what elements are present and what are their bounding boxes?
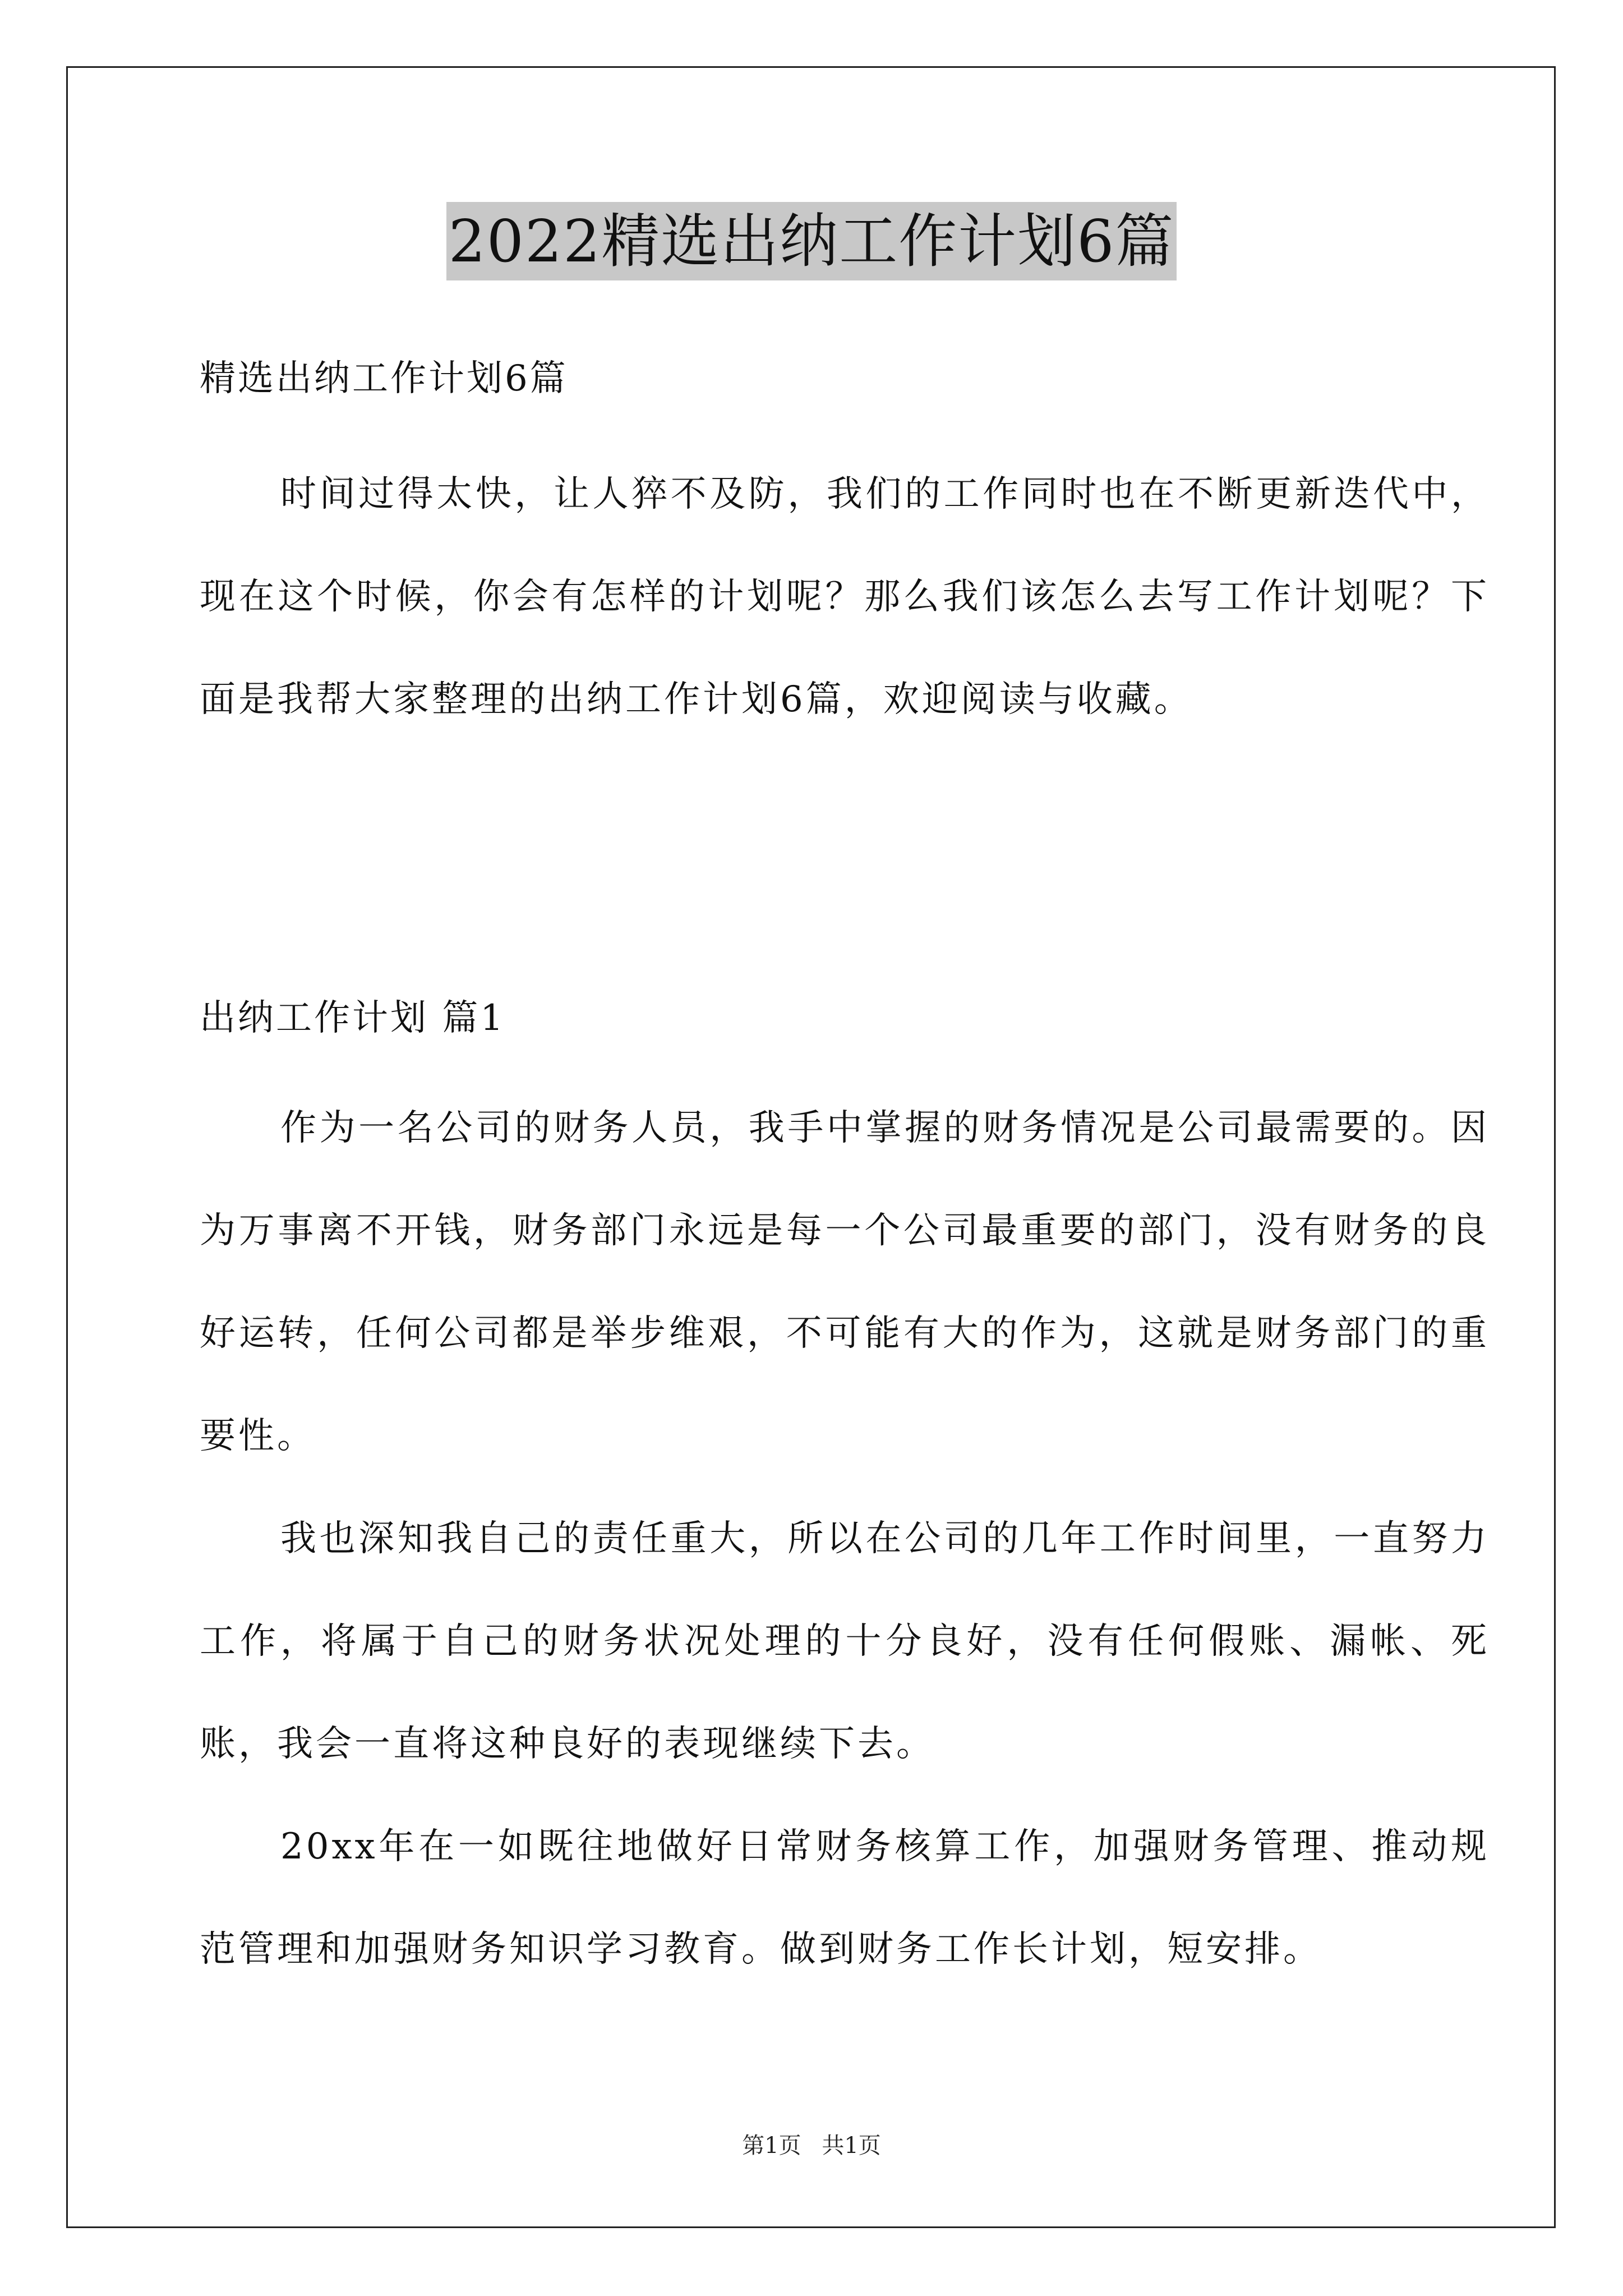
section-paragraph: 20xx年在一如既往地做好日常财务核算工作，加强财务管理、推动规范管理和加强财务知识学习教育。做到财务工作长计划，短安排。 — [200, 1826, 1490, 1970]
section-heading: 出纳工作计划 篇1 — [200, 997, 506, 1039]
page-total: 共1页 — [822, 2133, 881, 2159]
title-container — [0, 202, 1623, 280]
intro-paragraph: 时间过得太快，让人猝不及防，我们的工作同时也在不断更新迭代中，现在这个时候，你会有怎样的计划呢？那么我们该怎么去写工作计划呢？下面是我帮大家整理的出纳工作计划6篇，欢迎阅读与收藏。 — [200, 473, 1490, 720]
section-body — [200, 1077, 1490, 2001]
page-number: 第1页 — [742, 2133, 801, 2159]
intro-section — [200, 443, 1490, 751]
page-footer — [0, 2129, 1623, 2162]
section-paragraph: 作为一名公司的财务人员，我手中掌握的财务情况是公司最需要的。因为万事离不开钱，财务部门永远是每一个公司最重要的部门，没有财务的良好运转，任何公司都是举步维艰，不可能有大的作为，这就是财务部门的重要性。 — [200, 1107, 1490, 1457]
section-paragraph: 我也深知我自己的责任重大，所以在公司的几年工作时间里，一直努力工作，将属于自己的财务状况处理的十分良好，没有任何假账、漏帐、死账，我会一直将这种良好的表现继续下去。 — [200, 1518, 1490, 1765]
document-subtitle: 精选出纳工作计划6篇 — [200, 358, 568, 399]
document-title: 2022精选出纳工作计划6篇 — [446, 202, 1177, 280]
